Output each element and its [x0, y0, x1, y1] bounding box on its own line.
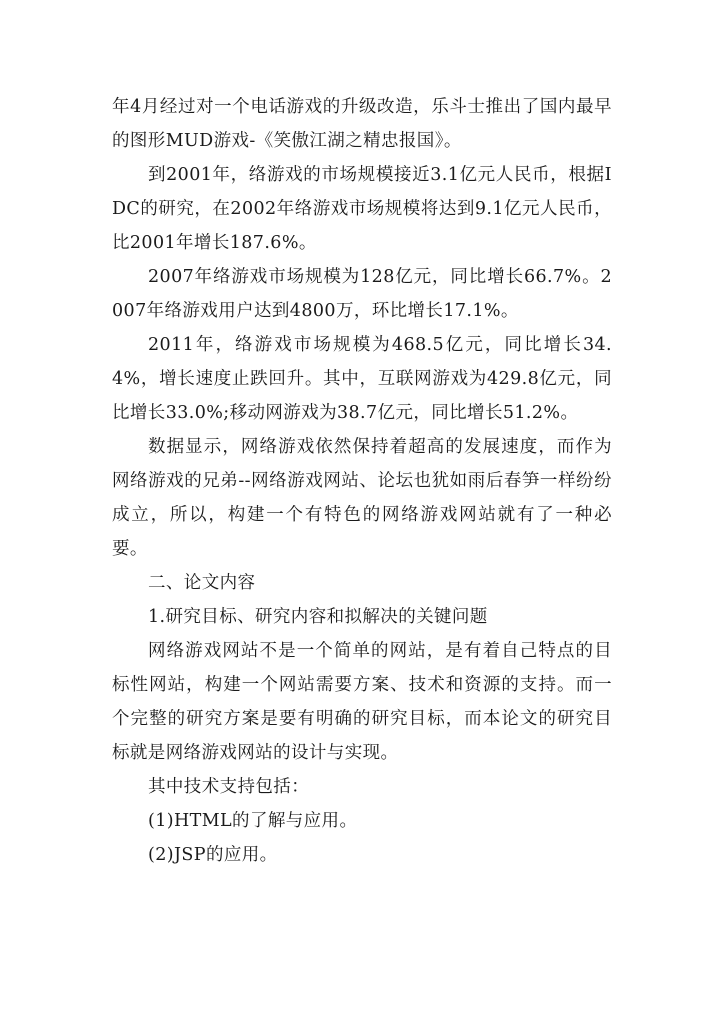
subsection-heading-research-goals: 1.研究目标、研究内容和拟解决的关键问题 — [148, 607, 488, 627]
paragraph-mud-history: 年4月经过对一个电话游戏的升级改造，乐斗士推出了国内最早的图形MUD游戏-《笑傲江湖之精忠报国》。 — [112, 97, 612, 151]
paragraph-2007-market: 2007年络游戏市场规模为128亿元，同比增长66.7%。2007年络游戏用户达到4800万，环比增长17.1%。 — [112, 267, 612, 321]
document-body — [112, 90, 612, 872]
paragraph-research-goal: 网络游戏网站不是一个简单的网站，是有着自己特点的目标性网站，构建一个网站需要方案、技术和资源的支持。而一个完整的研究方案是要有明确的研究目标，而本论文的研究目标就是网络游戏网站的设计与实现。 — [112, 641, 612, 763]
paragraph-tech-support-intro: 其中技术支持包括： — [148, 777, 310, 797]
section-heading-thesis-content: 二、论文内容 — [148, 573, 256, 593]
list-item-html: (1)HTML的了解与应用。 — [148, 811, 358, 831]
paragraph-data-shows: 数据显示，网络游戏依然保持着超高的发展速度，而作为网络游戏的兄弟--网络游戏网站、论坛也犹如雨后春笋一样纷纷成立，所以，构建一个有特色的网络游戏网站就有了一种必要。 — [112, 437, 612, 559]
paragraph-2011-market: 2011年，络游戏市场规模为468.5亿元，同比增长34.4%，增长速度止跌回升。其中，互联网游戏为429.8亿元，同比增长33.0%;移动网游戏为38.7亿元，同比增长51.2%。 — [112, 335, 612, 423]
list-item-jsp: (2)JSP的应用。 — [148, 845, 278, 865]
paragraph-2001-market: 到2001年，络游戏的市场规模接近3.1亿元人民币，根据IDC的研究，在2002年络游戏市场规模将达到9.1亿元人民币，比2001年增长187.6%。 — [112, 165, 612, 253]
